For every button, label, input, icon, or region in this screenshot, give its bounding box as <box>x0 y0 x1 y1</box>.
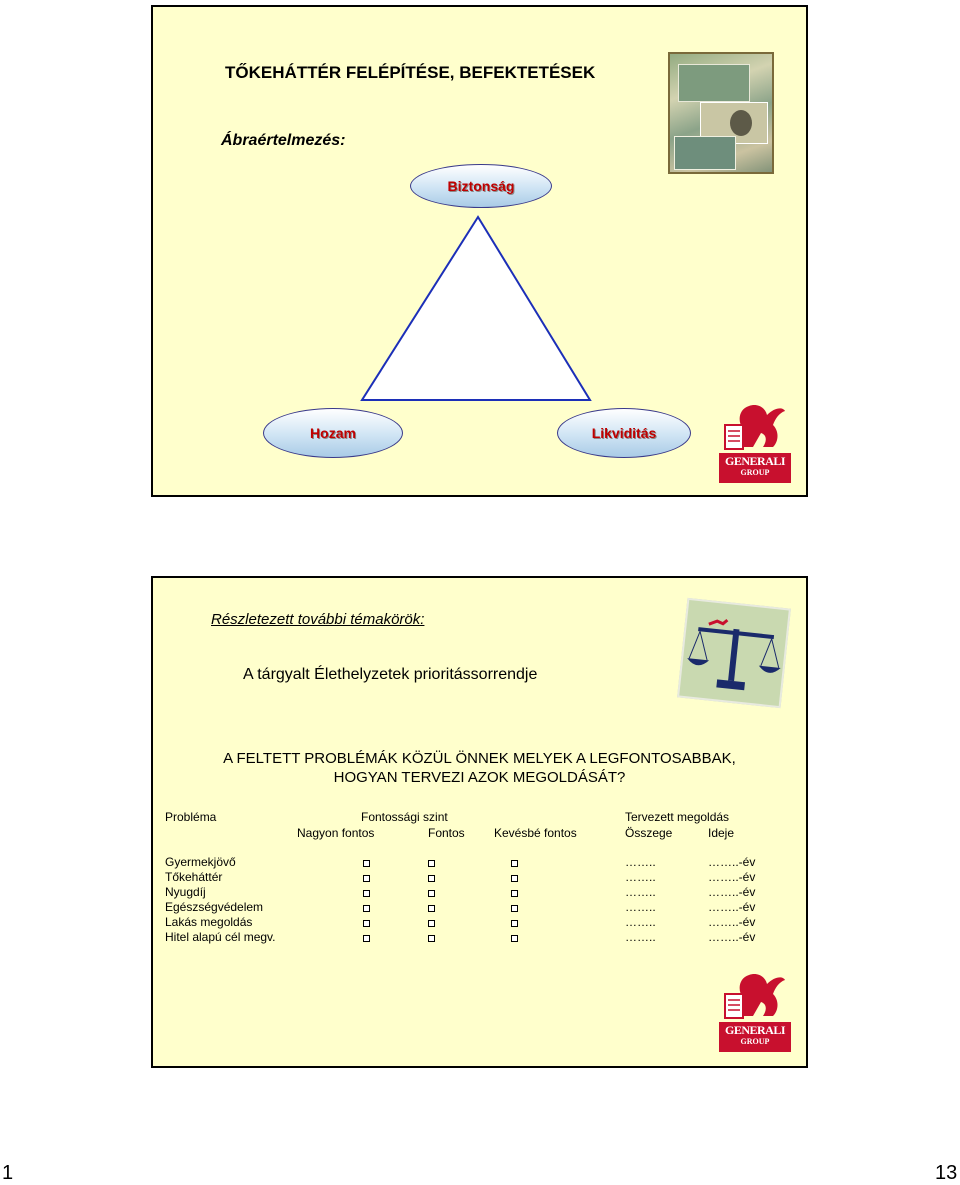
row-label: Gyermekjövő <box>165 855 236 869</box>
amount-field[interactable]: …….. <box>625 855 656 869</box>
node-security: Biztonság <box>410 164 552 208</box>
time-field[interactable]: ……..-év <box>708 915 756 929</box>
triangle-diagram <box>153 7 806 495</box>
question-line-2: HOGYAN TERVEZI AZOK MEGOLDÁSÁT? <box>333 769 626 786</box>
row-label: Hitel alapú cél megv. <box>165 930 276 944</box>
generali-logo <box>719 397 791 487</box>
page-number-left: 1 <box>2 1162 14 1184</box>
checkbox-important[interactable] <box>428 905 435 912</box>
time-field[interactable]: ……..-év <box>708 900 756 914</box>
lion-icon <box>723 401 787 451</box>
checkbox-less-important[interactable] <box>511 935 518 942</box>
amount-field[interactable]: …….. <box>625 870 656 884</box>
node-liquidity: Likviditás <box>557 408 691 458</box>
header-planned-solution: Tervezett megoldás <box>625 810 730 824</box>
slide-capital-background <box>151 5 808 497</box>
slide-detailed-topics <box>151 576 808 1068</box>
situation-heading: A tárgyalt Élethelyzetek prioritássorrendje <box>243 666 538 683</box>
checkbox-important[interactable] <box>428 890 435 897</box>
checkbox-very-important[interactable] <box>363 905 370 912</box>
row-label: Lakás megoldás <box>165 915 253 929</box>
checkbox-very-important[interactable] <box>363 935 370 942</box>
checkbox-important[interactable] <box>428 875 435 882</box>
checkbox-less-important[interactable] <box>511 875 518 882</box>
lion-icon <box>723 970 787 1020</box>
row-label: Egészségvédelem <box>165 900 264 914</box>
header-less-important: Kevésbé fontos <box>494 826 577 840</box>
generali-logo <box>719 966 791 1056</box>
time-field[interactable]: ……..-év <box>708 855 756 869</box>
page-number-right: 13 <box>935 1162 958 1184</box>
checkbox-less-important[interactable] <box>511 905 518 912</box>
logo-brand: GENERALI <box>724 1023 785 1037</box>
scales-image <box>677 598 791 708</box>
logo-group: GROUP <box>740 468 770 477</box>
logo-brand: GENERALI <box>724 454 785 468</box>
header-very-important: Nagyon fontos <box>297 826 375 840</box>
amount-field[interactable]: …….. <box>625 930 656 944</box>
checkbox-less-important[interactable] <box>511 890 518 897</box>
checkbox-important[interactable] <box>428 860 435 867</box>
amount-field[interactable]: …….. <box>625 885 656 899</box>
checkbox-very-important[interactable] <box>363 890 370 897</box>
header-amount: Összege <box>625 826 673 840</box>
slide-subtitle: Ábraértelmezés: <box>221 132 346 149</box>
logo-group: GROUP <box>740 1037 770 1046</box>
balance-scale-icon <box>679 600 788 706</box>
checkbox-important[interactable] <box>428 935 435 942</box>
header-importance: Fontossági szint <box>361 810 448 824</box>
row-label: Tőkeháttér <box>165 870 223 884</box>
row-label: Nyugdíj <box>165 885 206 899</box>
checkbox-less-important[interactable] <box>511 920 518 927</box>
question-line-1: A FELTETT PROBLÉMÁK KÖZÜL ÖNNEK MELYEK A LEGFONTOSABBAK, <box>223 750 736 767</box>
checkbox-very-important[interactable] <box>363 920 370 927</box>
checkbox-very-important[interactable] <box>363 875 370 882</box>
checkbox-very-important[interactable] <box>363 860 370 867</box>
slide-title: TŐKEHÁTTÉR FELÉPÍTÉSE, BEFEKTETÉSEK <box>225 63 596 82</box>
time-field[interactable]: ……..-év <box>708 885 756 899</box>
amount-field[interactable]: …….. <box>625 900 656 914</box>
node-yield: Hozam <box>263 408 403 458</box>
time-field[interactable]: ……..-év <box>708 930 756 944</box>
amount-field[interactable]: …….. <box>625 915 656 929</box>
checkbox-less-important[interactable] <box>511 860 518 867</box>
time-field[interactable]: ……..-év <box>708 870 756 884</box>
checkbox-important[interactable] <box>428 920 435 927</box>
header-time: Ideje <box>708 826 735 840</box>
header-problem: Probléma <box>165 810 217 824</box>
topics-heading: Részletezett további témakörök: <box>211 611 425 628</box>
header-important: Fontos <box>428 826 465 840</box>
